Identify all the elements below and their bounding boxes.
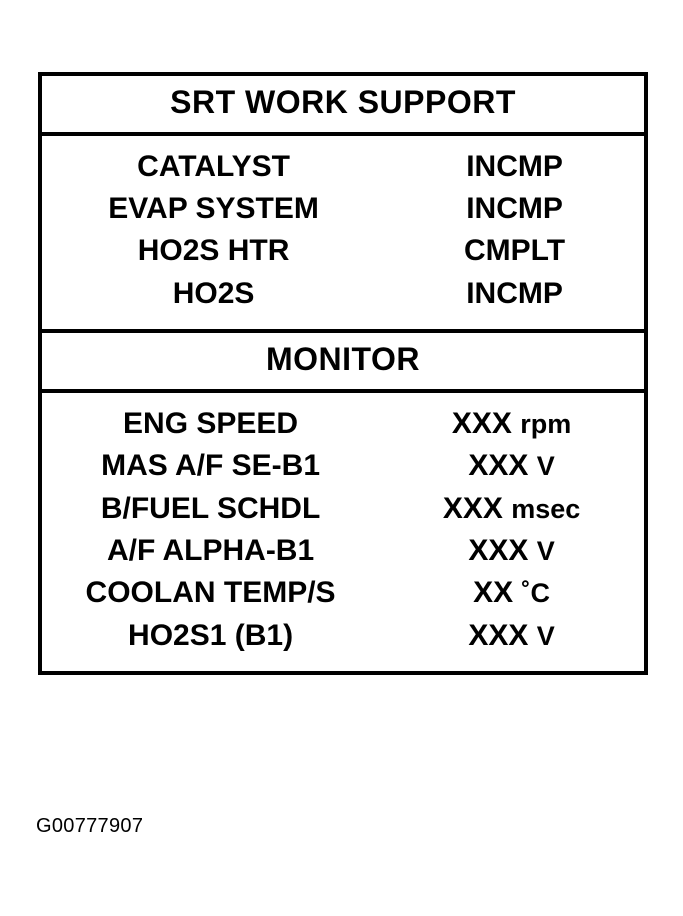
monitor-row-label: COOLAN TEMP/S	[85, 576, 336, 610]
srt-row-label: EVAP SYSTEM	[108, 191, 319, 225]
table-row	[42, 530, 644, 572]
monitor-row-value	[379, 490, 644, 528]
monitor-row-number: XXX	[451, 406, 512, 440]
monitor-row-label: ENG SPEED	[123, 406, 299, 440]
srt-row-value: INCMP	[466, 149, 563, 183]
monitor-row-label: A/F ALPHA-B1	[106, 533, 315, 567]
monitor-row-number: XXX	[468, 449, 529, 483]
monitor-row-value	[379, 405, 644, 443]
table-row	[42, 572, 644, 614]
monitor-row-value	[379, 574, 644, 612]
srt-row-label: CATALYST	[137, 149, 290, 183]
srt-row-value: INCMP	[466, 276, 563, 310]
monitor-row-unit: rpm	[520, 408, 572, 439]
srt-work-support-title: SRT WORK SUPPORT	[170, 84, 516, 120]
monitor-row-unit: V	[536, 451, 555, 482]
monitor-row-value	[379, 617, 644, 655]
monitor-row-unit: ˚C	[521, 578, 550, 609]
monitor-row-number: XXX	[468, 618, 529, 652]
table-row	[42, 445, 644, 487]
monitor-row-label: HO2S1 (B1)	[128, 618, 294, 652]
figure-id-label: G00777907	[36, 815, 144, 837]
monitor-row-number: XX	[473, 576, 514, 610]
table-row	[42, 615, 644, 657]
monitor-rows	[42, 393, 644, 671]
monitor-row-value	[379, 532, 644, 570]
monitor-row-label: MAS A/F SE-B1	[101, 449, 320, 483]
table-row	[42, 146, 644, 188]
srt-work-support-rows	[42, 136, 644, 330]
table-row	[42, 403, 644, 445]
table-row	[42, 488, 644, 530]
table-row	[42, 188, 644, 230]
monitor-row-unit: V	[536, 535, 555, 566]
srt-row-label: HO2S	[172, 276, 255, 310]
table-row	[42, 230, 644, 272]
srt-row-label: HO2S HTR	[137, 234, 290, 268]
srt-row-value: INCMP	[466, 191, 563, 225]
monitor-row-unit: msec	[511, 493, 581, 524]
monitor-row-label: B/FUEL SCHDL	[100, 491, 321, 525]
monitor-row-number: XXX	[468, 533, 529, 567]
monitor-row-value	[379, 447, 644, 485]
srt-row-value: CMPLT	[464, 234, 566, 268]
scan-tool-display-panel	[38, 72, 648, 675]
monitor-title: MONITOR	[265, 341, 420, 378]
table-row	[42, 273, 644, 315]
monitor-row-number: XXX	[442, 491, 503, 525]
monitor-row-unit: V	[536, 620, 555, 651]
